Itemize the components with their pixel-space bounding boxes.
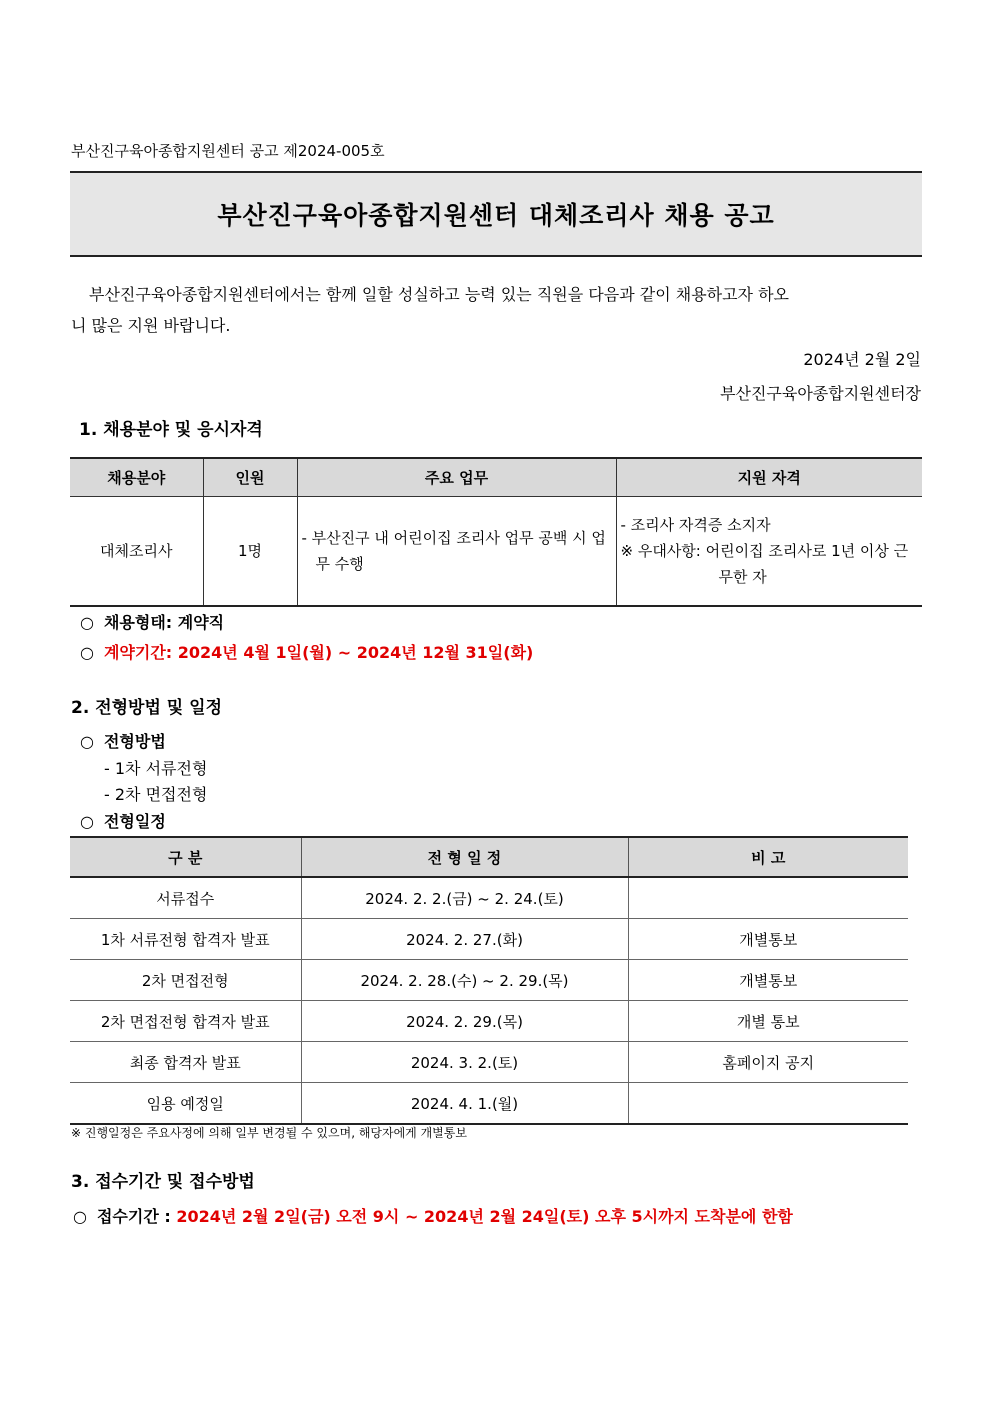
- cell-remarks: 개별 통보: [628, 1001, 908, 1042]
- circle-bullet: ○: [73, 1207, 87, 1226]
- cell-remarks: [628, 877, 908, 919]
- section-1-heading: 1. 채용분야 및 응시자격: [79, 420, 263, 440]
- cell-remarks: 개별통보: [628, 919, 908, 960]
- method-item-1: - 1차 서류전형: [104, 759, 208, 778]
- header-field: 채용분야: [70, 458, 203, 497]
- section-3-heading: 3. 접수기간 및 접수방법: [71, 1172, 255, 1192]
- qualification-1: - 조리사 자격증 소지자: [620, 516, 771, 534]
- header-schedule: 전 형 일 정: [301, 837, 628, 877]
- cell-schedule: 2024. 3. 2.(토): [301, 1042, 628, 1083]
- schedule-table: [70, 836, 908, 1125]
- intro-line-1: 부산진구육아종합지원센터에서는 함께 일할 성실하고 능력 있는 직원을 다음과 같이 채용하고자 하오: [89, 285, 790, 304]
- header-count: 인원: [203, 458, 297, 497]
- notice-number: 부산진구육아종합지원센터 공고 제2024-005호: [71, 142, 385, 160]
- contract-period: 계약기간: 2024년 4월 1일(월) ~ 2024년 12월 31일(화): [103, 643, 534, 662]
- employment-type-value: 계약직: [177, 613, 225, 632]
- table-header-row: [70, 837, 908, 877]
- table-row: [70, 1001, 908, 1042]
- circle-bullet: ○: [80, 732, 94, 751]
- cell-schedule: 2024. 2. 29.(목): [301, 1001, 628, 1042]
- schedule-footnote: ※ 진행일정은 주요사정에 의해 일부 변경될 수 있으며, 해당자에게 개별통보: [71, 1126, 467, 1140]
- header-remarks: 비 고: [628, 837, 908, 877]
- circle-bullet: ○: [80, 613, 94, 632]
- cell-remarks: [628, 1083, 908, 1125]
- cell-category: 2차 면접전형 합격자 발표: [70, 1001, 301, 1042]
- intro-paragraph: [71, 279, 922, 341]
- cell-duty: [297, 497, 616, 607]
- table-row: [70, 497, 922, 607]
- cell-schedule: 2024. 2. 28.(수) ~ 2. 29.(목): [301, 960, 628, 1001]
- table-row: [70, 877, 908, 919]
- method-label: 전형방법: [103, 732, 166, 751]
- cell-category: 임용 예정일: [70, 1083, 301, 1125]
- apply-period-line: [73, 1204, 793, 1227]
- table-row: [70, 919, 908, 960]
- cell-count: 1명: [203, 497, 297, 607]
- schedule-label: 전형일정: [103, 812, 166, 831]
- table-row: [70, 960, 908, 1001]
- apply-period: 2024년 2월 2일(금) 오전 9시 ~ 2024년 2월 24일(토) 오후 5시까지 도착분에 한함: [176, 1207, 793, 1226]
- table-row: [70, 1083, 908, 1125]
- cell-category: 서류접수: [70, 877, 301, 919]
- intro-line-2: 니 많은 지원 바랍니다.: [71, 316, 231, 335]
- apply-label: 접수기간 :: [96, 1207, 177, 1226]
- circle-bullet: ○: [80, 643, 94, 662]
- cell-remarks: 홈페이지 공지: [628, 1042, 908, 1083]
- title-box: [70, 171, 922, 257]
- header-category: 구 분: [70, 837, 301, 877]
- cell-field: 대체조리사: [70, 497, 203, 607]
- table-row: [70, 1042, 908, 1083]
- employment-type-label: 채용형태:: [103, 613, 178, 632]
- qualification-2: ※ 우대사항: 어린이집 조리사로 1년 이상 근무한 자: [620, 542, 909, 586]
- table-header-row: [70, 458, 922, 497]
- contract-period-line: [80, 640, 533, 663]
- signer: 부산진구육아종합지원센터장: [720, 384, 921, 403]
- header-qualification: 지원 자격: [616, 458, 922, 497]
- cell-category: 2차 면접전형: [70, 960, 301, 1001]
- circle-bullet: ○: [80, 812, 94, 831]
- cell-category: 최종 합격자 발표: [70, 1042, 301, 1083]
- cell-category: 1차 서류전형 합격자 발표: [70, 919, 301, 960]
- header-duty: 주요 업무: [297, 458, 616, 497]
- cell-qualification: [616, 497, 922, 607]
- schedule-label-line: [80, 809, 166, 832]
- cell-schedule: 2024. 4. 1.(월): [301, 1083, 628, 1125]
- employment-type-line: [80, 610, 224, 633]
- page-title: 부산진구육아종합지원센터 대체조리사 채용 공고: [217, 201, 775, 230]
- recruitment-table: [70, 457, 922, 607]
- cell-schedule: 2024. 2. 27.(화): [301, 919, 628, 960]
- duty-text: - 부산진구 내 어린이집 조리사 업무 공백 시 업무 수행: [301, 529, 606, 573]
- notice-date: 2024년 2월 2일: [803, 350, 921, 369]
- cell-remarks: 개별통보: [628, 960, 908, 1001]
- section-2-heading: 2. 전형방법 및 일정: [71, 698, 222, 718]
- method-item-2: - 2차 면접전형: [104, 785, 208, 804]
- cell-schedule: 2024. 2. 2.(금) ~ 2. 24.(토): [301, 877, 628, 919]
- method-label-line: [80, 729, 166, 752]
